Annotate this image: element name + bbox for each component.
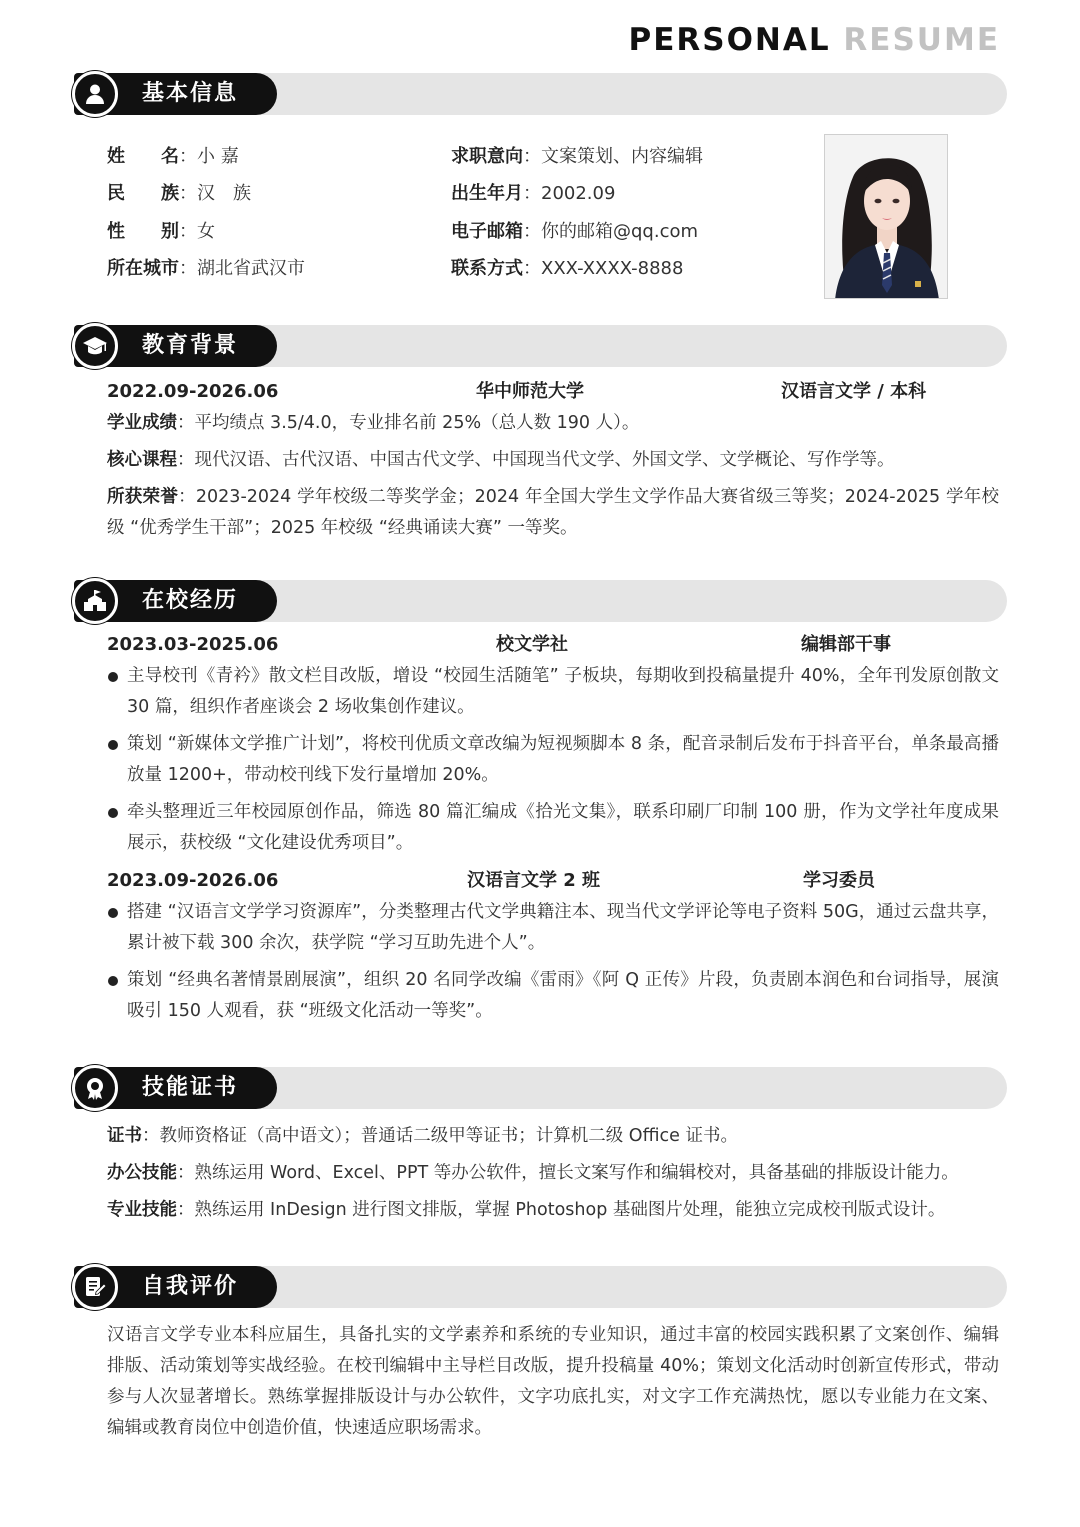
intent-label: 求职意向 (451, 146, 523, 167)
campus-bullet: 搭建 “汉语言文学学习资源库”，分类整理古代文学典籍注本、现当代文学评论等电子资料 50G，通过云盘共享，累计被下载 300 余次，获学院 “学习互助先进个人”。 (107, 897, 999, 959)
section-campus (74, 580, 1007, 622)
info-phone: 联系方式：XXX-XXXX-8888 (451, 258, 684, 279)
section-title: 技能证书 (142, 1075, 239, 1100)
office-label: 办公技能 (107, 1163, 177, 1183)
intent-value: 文案策划、内容编辑 (541, 146, 703, 167)
info-intent: 求职意向：文案策划、内容编辑 (451, 146, 703, 167)
education-grades: 学业成绩：平均绩点 3.5/4.0，专业排名前 25%（总人数 190 人）。 (107, 413, 640, 433)
campus-entry-header (107, 868, 997, 894)
education-honors: 所获荣誉：2023-2024 学年校级二等奖学金；2024 年全国大学生文学作品大赛省级三等奖；2024-2025 学年校级 “优秀学生干部”；2025 年校级 “经典诵读大赛” 一等奖。 (107, 487, 1000, 538)
edit-note-icon (72, 1264, 118, 1310)
campus-bullet: 主导校刊《青衿》散文栏目改版，增设 “校园生活随笔” 子板块，每期收到投稿量提升 40%，全年刊发原创散文 30 篇，组织作者座谈会 2 场收集创作建议。 (107, 661, 999, 723)
education-major: 汉语言文学 / 本科 (781, 381, 927, 402)
info-birth: 出生年月：2002.09 (451, 183, 616, 204)
graduation-cap-icon (72, 323, 118, 369)
name-label: 姓名 (107, 146, 179, 167)
grades-label: 学业成绩 (107, 413, 177, 433)
cert-value: 教师资格证（高中语文）；普通话二级甲等证书；计算机二级 Office 证书。 (159, 1126, 738, 1146)
section-basic-info (74, 73, 1007, 115)
header-title-light: RESUME (843, 22, 1000, 58)
campus-bullet: 策划 “新媒体文学推广计划”，将校刊优质文章改编为短视频脚本 8 条，配音录制后发布于抖音平台，单条最高播放量 1200+，带动校刊线下发行量增加 20%。 (107, 729, 999, 791)
ethnic-value: 汉 族 (197, 183, 251, 204)
birth-value: 2002.09 (541, 183, 616, 204)
person-icon (72, 71, 118, 117)
skills-office: 办公技能：熟练运用 Word、Excel、PPT 等办公软件，擅长文案写作和编辑校对，具备基础的排版设计能力。 (107, 1163, 959, 1183)
ethnic-label: 民族 (107, 183, 179, 204)
school-building-icon (72, 578, 118, 624)
pro-label: 专业技能 (107, 1200, 177, 1220)
skills-pro: 专业技能：熟练运用 InDesign 进行图文排版，掌握 Photoshop 基础图片处理，能独立完成校刊版式设计。 (107, 1200, 946, 1220)
info-gender: 性别：女 (107, 221, 215, 242)
gender-label: 性别 (107, 221, 179, 242)
info-email: 电子邮箱：你的邮箱@qq.com (451, 221, 699, 242)
birth-label: 出生年月 (451, 183, 523, 204)
education-school: 华中师范大学 (476, 381, 584, 402)
award-medal-icon (72, 1065, 118, 1111)
info-name: 姓名：小 嘉 (107, 146, 239, 167)
header-title-dark: PERSONAL (628, 22, 831, 58)
section-title: 自我评价 (142, 1274, 239, 1299)
section-title: 基本信息 (142, 81, 239, 106)
office-value: 熟练运用 Word、Excel、PPT 等办公软件，擅长文案写作和编辑校对，具备基础的排版设计能力。 (194, 1163, 959, 1183)
self-evaluation-text: 汉语言文学专业本科应届生，具备扎实的文学素养和系统的专业知识，通过丰富的校园实践积累了文案创作、编辑排版、活动策划等实战经验。在校刊编辑中主导栏目改版，提升投稿量 40%；策划文化活动时创新宣传形式，带动参与人次显著增长。熟练掌握排版设计与办公软件，文字功底扎实，对文字工作充满热忱，愿以专业能力在文案、编辑或教育岗位中创造价值，快速适应职场需求。 (107, 1325, 999, 1438)
resume-header-title (628, 22, 1000, 58)
section-title: 教育背景 (142, 333, 239, 358)
campus-period: 2023.03-2025.06 (107, 634, 279, 655)
courses-value: 现代汉语、古代汉语、中国古代文学、中国现当代文学、外国文学、文学概论、写作学等。 (194, 450, 895, 470)
city-value: 湖北省武汉市 (197, 258, 305, 279)
grades-value: 平均绩点 3.5/4.0，专业排名前 25%（总人数 190 人）。 (194, 413, 640, 433)
campus-bullet: 策划 “经典名著情景剧展演”，组织 20 名同学改编《雷雨》《阿 Q 正传》片段，负责剧本润色和台词指导，展演吸引 150 人观看，获 “班级文化活动一等奖”。 (107, 965, 999, 1027)
profile-photo (824, 134, 948, 299)
email-label: 电子邮箱 (451, 221, 523, 242)
courses-label: 核心课程 (107, 450, 177, 470)
info-ethnic: 民族：汉 族 (107, 183, 251, 204)
section-self-eval (74, 1266, 1007, 1308)
gender-value: 女 (197, 221, 215, 242)
campus-period: 2023.09-2026.06 (107, 870, 279, 891)
campus-bullet: 牵头整理近三年校园原创作品，筛选 80 篇汇编成《拾光文集》，联系印刷厂印制 100 册，作为文学社年度成果展示，获校级 “文化建设优秀项目”。 (107, 797, 999, 859)
campus-role: 编辑部干事 (801, 634, 891, 655)
cert-label: 证书 (107, 1126, 142, 1146)
info-city: 所在城市：湖北省武汉市 (107, 258, 305, 279)
education-period: 2022.09-2026.06 (107, 381, 279, 402)
campus-role: 学习委员 (803, 870, 875, 891)
email-value: 你的邮箱@qq.com (541, 221, 699, 242)
honors-value: 2023-2024 学年校级二等奖学金；2024 年全国大学生文学作品大赛省级三等奖；2024-2025 学年校级 “优秀学生干部”；2025 年校级 “经典诵读大赛” 一等奖。 (107, 487, 1000, 538)
skills-cert: 证书：教师资格证（高中语文）；普通话二级甲等证书；计算机二级 Office 证书。 (107, 1126, 738, 1146)
honors-label: 所获荣誉 (107, 487, 179, 507)
education-entry-header (107, 379, 997, 405)
section-title: 在校经历 (142, 588, 239, 613)
phone-label: 联系方式 (451, 258, 523, 279)
campus-org: 汉语言文学 2 班 (467, 870, 601, 891)
campus-org: 校文学社 (496, 634, 568, 655)
section-education (74, 325, 1007, 367)
section-skills (74, 1067, 1007, 1109)
education-courses: 核心课程：现代汉语、古代汉语、中国古代文学、中国现当代文学、外国文学、文学概论、写作学等。 (107, 450, 895, 470)
city-label: 所在城市 (107, 258, 179, 279)
pro-value: 熟练运用 InDesign 进行图文排版，掌握 Photoshop 基础图片处理，能独立完成校刊版式设计。 (194, 1200, 946, 1220)
phone-value: XXX-XXXX-8888 (541, 258, 684, 279)
name-value: 小 嘉 (197, 146, 239, 167)
campus-entry-header (107, 632, 997, 658)
